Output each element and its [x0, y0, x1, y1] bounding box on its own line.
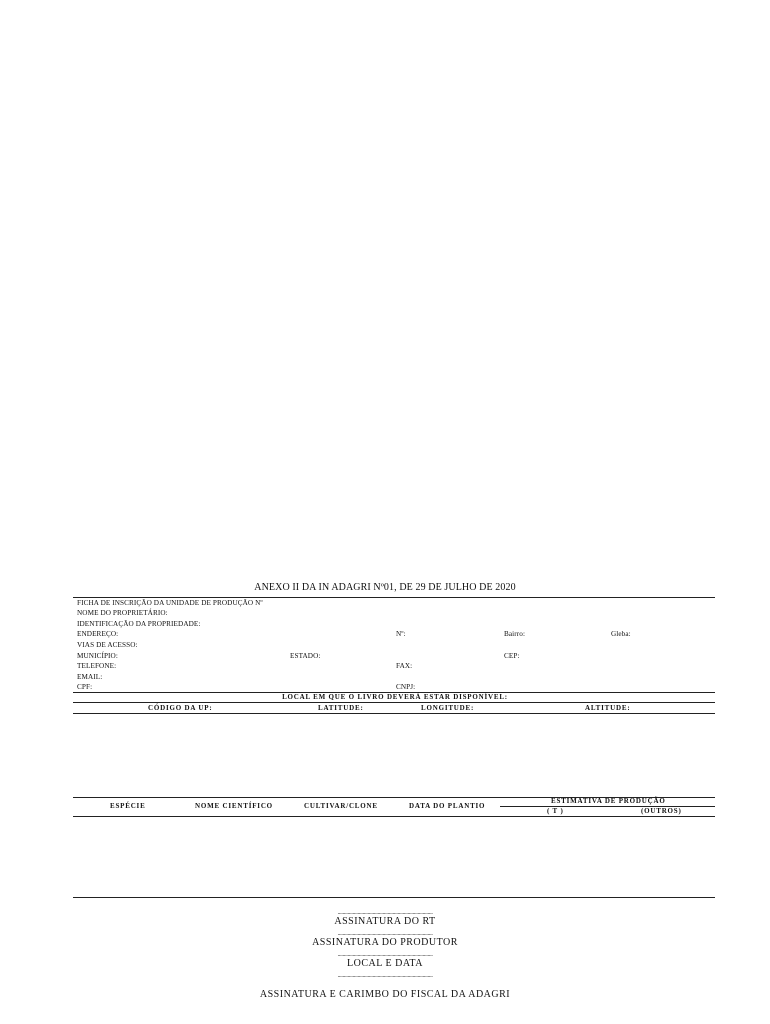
page-title: ANEXO II DA IN ADAGRI Nº01, DE 29 DE JULHO DE 2020 [254, 582, 516, 593]
divider [73, 816, 715, 817]
fax-label: FAX: [396, 662, 413, 670]
divider [73, 897, 715, 898]
signature-line: ............................................................................ [337, 908, 433, 916]
col-nome-cientifico: NOME CIENTÍFICO [195, 802, 273, 810]
municipality-label: MUNICÍPIO: [77, 652, 118, 660]
gleba-label: Gleba: [611, 630, 631, 638]
email-label: EMAIL: [77, 673, 103, 681]
phone-label: TELEFONE: [77, 662, 117, 670]
divider [73, 713, 715, 714]
signature-line: ............................................................................ [337, 929, 433, 937]
col-latitude: LATITUDE: [318, 704, 364, 712]
divider [73, 702, 715, 703]
divider [73, 597, 715, 598]
signature-line: ............................................................................ [337, 971, 433, 979]
signature-line: ............................................................................ [337, 950, 433, 958]
col-longitude: LONGITUDE: [421, 704, 475, 712]
col-estimativa: ESTIMATIVA DE PRODUÇÃO [551, 797, 666, 805]
cnpj-label: CNPJ: [396, 683, 416, 691]
local-data: LOCAL E DATA [347, 958, 423, 969]
number-label: Nº: [396, 630, 406, 638]
signature-produtor: ASSINATURA DO PRODUTOR [312, 937, 458, 948]
col-data-plantio: DATA DO PLANTIO [409, 802, 486, 810]
ficha-label: FICHA DE INSCRIÇÃO DA UNIDADE DE PRODUÇÃO Nº [77, 599, 263, 607]
col-cultivar-clone: CULTIVAR/CLONE [304, 802, 378, 810]
cep-label: CEP: [504, 652, 520, 660]
signature-rt: ASSINATURA DO RT [334, 916, 436, 927]
cpf-label: CPF: [77, 683, 93, 691]
col-especie: ESPÉCIE [110, 802, 146, 810]
property-id-label: IDENTIFICAÇÃO DA PROPRIEDADE: [77, 620, 201, 628]
col-altitude: ALTITUDE: [585, 704, 631, 712]
signature-fiscal: ASSINATURA E CARIMBO DO FISCAL DA ADAGRI [259, 989, 511, 1000]
address-label: ENDEREÇO: [77, 630, 119, 638]
sub-col-t: ( T ) [547, 807, 564, 815]
estimativa-divider [500, 806, 715, 807]
access-roads-label: VIAS DE ACESSO: [77, 641, 138, 649]
district-label: Bairro: [504, 630, 526, 638]
local-heading: LOCAL EM QUE O LIVRO DEVERÁ ESTAR DISPONÍVEL: [282, 693, 508, 701]
state-label: ESTADO: [290, 652, 321, 660]
owner-name-label: NOME DO PROPRIETÁRIO: [77, 609, 168, 617]
sub-col-outros: (OUTROS) [641, 807, 682, 815]
col-codigo-up: CÓDIGO DA UP: [148, 704, 213, 712]
